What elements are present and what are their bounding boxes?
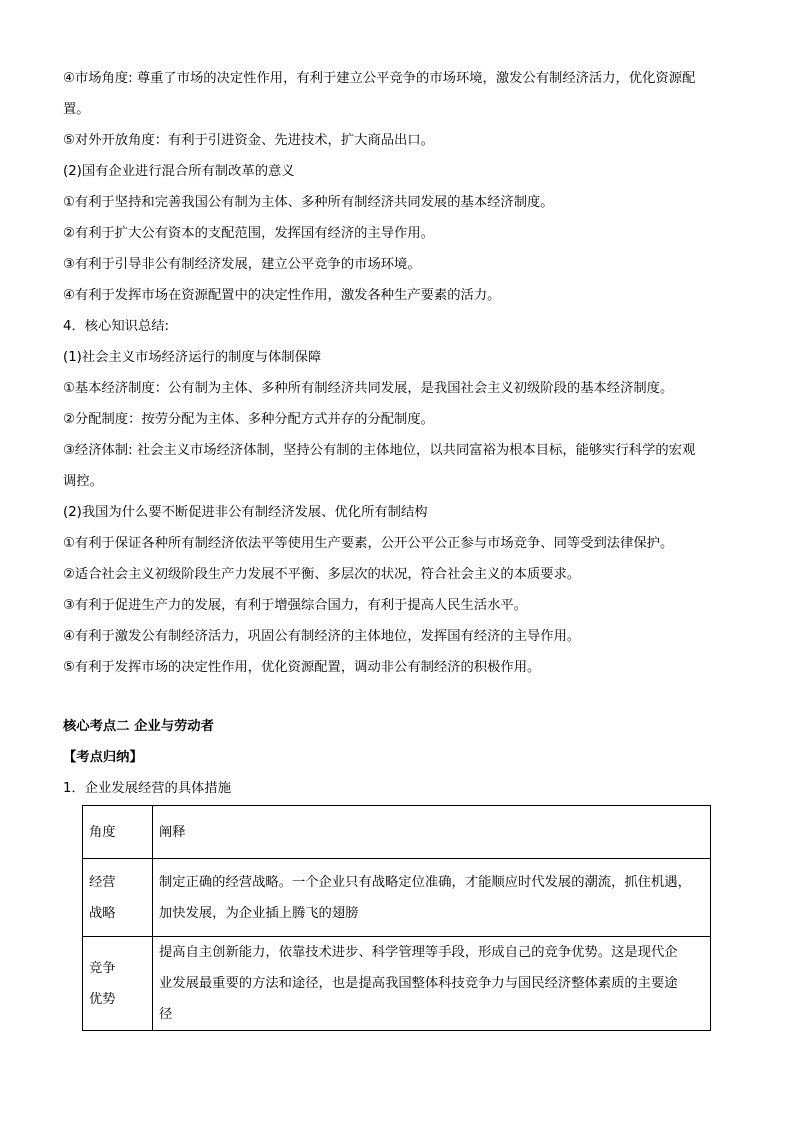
list-item-cont: 调控。 <box>63 474 103 489</box>
section-title: 核心考点二 企业与劳动者 <box>63 719 214 734</box>
table-cell-explanation: 制定正确的经营战略。一个企业只有战略定位准确，才能顺应时代发展的潮流，抓住机遇， 加快发展，为企业插上腾飞的翅膀 <box>153 859 711 937</box>
section-subtitle: 【考点归纳】 <box>63 750 143 765</box>
list-item: ①基本经济制度：公有制为主体、多种所有制经济共同发展，是我国社会主义初级阶段的基本经济制度。 <box>63 381 674 396</box>
table-cell-angle: 经营 战略 <box>83 859 153 937</box>
list-item: ④有利于激发公有制经济活力，巩固公有制经济的主体地位，发挥国有经济的主导作用。 <box>63 629 581 644</box>
paragraph-opening-angle: ⑤对外开放角度：有利于引进资金、先进技术，扩大商品出口。 <box>63 133 434 148</box>
list-item: ②有利于扩大公有资本的支配范围，发挥国有经济的主导作用。 <box>63 226 434 241</box>
body-text <box>63 63 733 804</box>
table-cell-angle: 竞争 优势 <box>83 937 153 1031</box>
list-item: ③有利于促进生产力的发展，有利于增强综合国力，有利于提高人民生活水平。 <box>63 598 528 613</box>
list-item: ⑤有利于发挥市场的决定性作用，优化资源配置，调动非公有制经济的积极作用。 <box>63 660 541 675</box>
table-header-row <box>83 806 711 859</box>
list-item: ③有利于引导非公有制经济发展，建立公平竞争的市场环境。 <box>63 257 421 272</box>
measures-table <box>82 805 711 1031</box>
heading-non-public-economy: (2)我国为什么要不断促进非公有制经济发展、优化所有制结构 <box>63 505 428 520</box>
heading-mixed-ownership: (2)国有企业进行混合所有制改革的意义 <box>63 164 295 179</box>
table-header-explanation: 阐释 <box>153 806 711 859</box>
list-item: ①有利于坚持和完善我国公有制为主体、多种所有制经济共同发展的基本经济制度。 <box>63 195 554 210</box>
list-item: ②适合社会主义初级阶段生产力发展不平衡、多层次的状况，符合社会主义的本质要求。 <box>63 567 581 582</box>
table-row <box>83 937 711 1031</box>
list-item: ①有利于保证各种所有制经济依法平等使用生产要素，公开公平公正参与市场竞争、同等受到法律保护。 <box>63 536 674 551</box>
list-item: ④有利于发挥市场在资源配置中的决定性作用，激发各种生产要素的活力。 <box>63 288 501 303</box>
section-item-heading: 1．企业发展经营的具体措施 <box>63 781 232 796</box>
list-item: ②分配制度：按劳分配为主体、多种分配方式并存的分配制度。 <box>63 412 434 427</box>
table-row <box>83 859 711 937</box>
table-header-angle: 角度 <box>83 806 153 859</box>
heading-institution-guarantee: (1)社会主义市场经济运行的制度与体制保障 <box>63 350 322 365</box>
paragraph-market-angle-cont: 置。 <box>63 102 90 117</box>
table-cell-explanation: 提高自主创新能力，依靠技术进步、科学管理等手段，形成自己的竞争优势。这是现代企 业发展最重要的方法和途径，也是提高我国整体科技竞争力与国民经济整体素质的主要途 径 <box>153 937 711 1031</box>
paragraph-market-angle: ④市场角度: 尊重了市场的决定性作用，有利于建立公平竞争的市场环境，激发公有制经济活力，优化资源配 <box>63 71 696 86</box>
heading-core-summary: 4．核心知识总结: <box>63 319 170 334</box>
list-item: ③经济体制: 社会主义市场经济体制，坚持公有制的主体地位，以共同富裕为根本目标，能够实行科学的宏观 <box>63 443 696 458</box>
